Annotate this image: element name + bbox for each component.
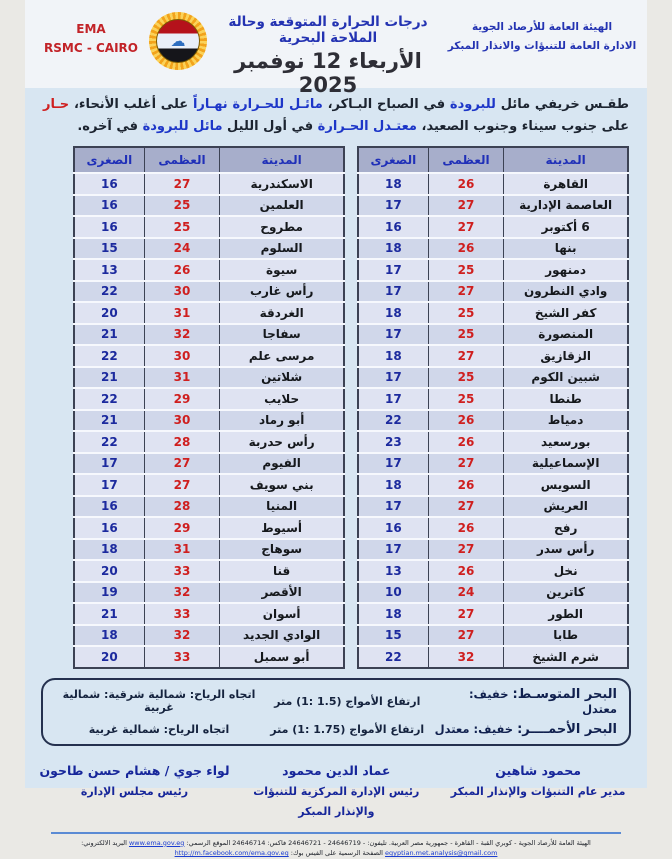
document-date: الأربعاء 12 نوفمبر 2025	[234, 49, 422, 97]
table-row	[358, 431, 628, 453]
min-cell: 15	[358, 625, 428, 647]
max-cell: 27	[428, 539, 504, 561]
city-cell: الاسكندرية	[220, 173, 344, 195]
intro-segment: مائـل للحـرارة نهـاراً	[188, 97, 323, 112]
max-cell: 28	[144, 496, 220, 518]
table-row	[358, 625, 628, 647]
city-cell: أسيوط	[220, 517, 344, 539]
max-cell: 26	[428, 238, 504, 260]
table-row	[358, 582, 628, 604]
max-cell: 27	[428, 195, 504, 217]
marine-conditions-box	[41, 678, 631, 746]
max-cell: 27	[144, 173, 220, 195]
signature-block	[25, 760, 647, 822]
table-row	[74, 173, 344, 195]
max-cell: 27	[428, 281, 504, 303]
egypt-flag-emblem-icon	[156, 19, 200, 63]
table-row	[74, 560, 344, 582]
min-cell: 17	[358, 324, 428, 346]
city-cell: شبين الكوم	[504, 367, 628, 389]
contact-text: الصفحة الرسمية على الفيس بوك:	[288, 849, 386, 858]
min-cell: 22	[74, 388, 144, 410]
max-cell: 27	[144, 474, 220, 496]
city-cell: الوادي الجديد	[220, 625, 344, 647]
min-cell: 22	[74, 281, 144, 303]
intro-segment: في آخره.	[77, 119, 139, 135]
min-cell: 17	[74, 474, 144, 496]
min-cell: 21	[74, 410, 144, 432]
city-cell: أسوان	[220, 603, 344, 625]
min-column-header: الصغرى	[74, 147, 144, 173]
contact-link[interactable]: www.ema.gov.eg	[128, 838, 185, 847]
table-row	[358, 345, 628, 367]
max-cell: 25	[428, 388, 504, 410]
min-cell: 20	[74, 560, 144, 582]
min-cell: 18	[358, 603, 428, 625]
mediterranean-sea-row	[55, 684, 617, 719]
table-row	[358, 646, 628, 668]
city-cell: رفح	[504, 517, 628, 539]
sea-state: خفيف: معتدل	[434, 721, 514, 736]
city-cell: المنيا	[220, 496, 344, 518]
city-cell: رأس حدربة	[220, 431, 344, 453]
max-cell: 25	[144, 195, 220, 217]
city-cell: الزقازيق	[504, 345, 628, 367]
red-sea-row	[55, 719, 617, 740]
min-cell: 18	[358, 173, 428, 195]
table-row	[74, 517, 344, 539]
title-block	[209, 14, 447, 97]
table-row	[358, 496, 628, 518]
wave-height-unit: متر	[270, 722, 289, 736]
table-row	[358, 195, 628, 217]
table-row	[74, 302, 344, 324]
ema-line2: RSMC - CAIRO	[44, 41, 138, 56]
wave-height	[263, 695, 432, 708]
max-cell: 31	[144, 539, 220, 561]
signer-name: لواء جوي / هشام حسن طاحون	[39, 762, 230, 778]
table-row	[74, 388, 344, 410]
table-row	[74, 603, 344, 625]
max-cell: 32	[144, 582, 220, 604]
min-cell: 17	[74, 453, 144, 475]
document-header	[25, 0, 647, 97]
min-cell: 18	[74, 539, 144, 561]
table-row	[74, 431, 344, 453]
temperature-tables	[25, 142, 647, 669]
max-column-header: العظمى	[144, 147, 220, 173]
city-cell: الفيوم	[220, 453, 344, 475]
max-cell: 24	[144, 238, 220, 260]
max-cell: 27	[428, 603, 504, 625]
max-cell: 25	[428, 302, 504, 324]
max-cell: 27	[428, 496, 504, 518]
city-cell: العاصمة الإدارية	[504, 195, 628, 217]
document-title: درجات الحرارة المتوقعة وحالة الملاحة البحرية	[228, 14, 428, 46]
city-cell: شلاتين	[220, 367, 344, 389]
table-row	[358, 216, 628, 238]
max-cell: 27	[428, 216, 504, 238]
city-cell: كفر الشيخ	[504, 302, 628, 324]
max-cell: 25	[428, 259, 504, 281]
max-cell: 30	[144, 345, 220, 367]
max-cell: 27	[428, 345, 504, 367]
min-cell: 20	[74, 302, 144, 324]
min-cell: 13	[74, 259, 144, 281]
max-cell: 26	[428, 560, 504, 582]
table-row	[358, 302, 628, 324]
org-line2: الادارة العامة للتنبؤات والانذار المبكر	[447, 39, 637, 52]
intro-segment: مائل للبرودة	[138, 119, 223, 135]
city-cell: العريش	[504, 496, 628, 518]
city-cell: نخل	[504, 560, 628, 582]
max-cell: 26	[428, 410, 504, 432]
contact-text: البريد الالكتروني:	[81, 838, 129, 847]
min-cell: 18	[358, 345, 428, 367]
table-row	[74, 238, 344, 260]
max-cell: 32	[428, 646, 504, 668]
min-cell: 17	[358, 496, 428, 518]
city-cell: بني سويف	[220, 474, 344, 496]
city-cell: بنها	[504, 238, 628, 260]
min-cell: 16	[358, 517, 428, 539]
min-cell: 23	[358, 431, 428, 453]
table-row	[358, 560, 628, 582]
min-cell: 16	[74, 216, 144, 238]
intro-segment: للبرودة	[445, 97, 496, 112]
city-cell: قنا	[220, 560, 344, 582]
max-cell: 33	[144, 646, 220, 668]
min-cell: 21	[74, 603, 144, 625]
max-cell: 25	[144, 216, 220, 238]
intro-segment: على أغلب الأنحاء،	[69, 97, 189, 112]
max-cell: 30	[144, 281, 220, 303]
min-cell: 17	[358, 453, 428, 475]
city-cell: الإسماعيلية	[504, 453, 628, 475]
table-row	[358, 474, 628, 496]
table-row	[358, 259, 628, 281]
intro-segment: طقـس خريفي مائل	[495, 97, 629, 112]
table-row	[74, 496, 344, 518]
signer-title: مدير عام التنبؤات والإنذار المبكر	[450, 785, 626, 799]
min-cell: 22	[74, 431, 144, 453]
max-cell: 30	[144, 410, 220, 432]
max-cell: 32	[144, 324, 220, 346]
max-cell: 32	[144, 625, 220, 647]
table-row	[358, 539, 628, 561]
table-row	[358, 324, 628, 346]
min-cell: 21	[74, 367, 144, 389]
city-cell: شرم الشيخ	[504, 646, 628, 668]
table-row	[74, 195, 344, 217]
table-row	[358, 173, 628, 195]
city-cell: دمنهور	[504, 259, 628, 281]
table-row	[74, 259, 344, 281]
table-row	[358, 281, 628, 303]
max-cell: 25	[428, 324, 504, 346]
city-cell: الأقصر	[220, 582, 344, 604]
city-cell: رأس سدر	[504, 539, 628, 561]
min-cell: 18	[358, 238, 428, 260]
max-cell: 26	[428, 173, 504, 195]
city-cell: المنصورة	[504, 324, 628, 346]
signature-central-admin-head	[235, 760, 437, 822]
min-cell: 16	[74, 496, 144, 518]
signer-name: عماد الدين محمود	[282, 762, 391, 778]
max-cell: 27	[428, 625, 504, 647]
min-cell: 19	[74, 582, 144, 604]
sea-name-and-state	[432, 687, 617, 716]
document-sheet	[25, 0, 647, 858]
city-cell: سفاجا	[220, 324, 344, 346]
min-cell: 16	[74, 195, 144, 217]
signature-board-chairman	[34, 760, 236, 822]
min-cell: 17	[358, 539, 428, 561]
min-cell: 17	[358, 259, 428, 281]
city-cell: أبو سمبل	[220, 646, 344, 668]
table-row	[358, 367, 628, 389]
city-cell: طنطا	[504, 388, 628, 410]
ema-sun-logo-icon	[149, 12, 207, 70]
max-cell: 26	[428, 517, 504, 539]
wave-height-range: (1: 1.75)	[292, 722, 346, 736]
table-row	[74, 625, 344, 647]
table-row	[74, 324, 344, 346]
max-cell: 26	[144, 259, 220, 281]
city-cell: دمياط	[504, 410, 628, 432]
ema-rsmc-label	[35, 20, 147, 58]
city-cell: بورسعيد	[504, 431, 628, 453]
min-cell: 15	[74, 238, 144, 260]
max-cell: 26	[428, 431, 504, 453]
city-cell: حلايب	[220, 388, 344, 410]
city-cell: السويس	[504, 474, 628, 496]
max-cell: 27	[428, 453, 504, 475]
city-column-header: المدينة	[504, 147, 628, 173]
max-cell: 31	[144, 367, 220, 389]
min-cell: 18	[358, 302, 428, 324]
intro-segment: حـار	[43, 97, 70, 112]
min-cell: 20	[74, 646, 144, 668]
table-row	[74, 410, 344, 432]
min-column-header: الصغرى	[358, 147, 428, 173]
table-row	[74, 582, 344, 604]
table-row	[358, 238, 628, 260]
contact-text: الهيئة العامة للأرصاد الجوية - كوبري القبة - القاهرة - جمهورية مصر العربية. تليفون: - 24646719 - 24646721 فاكس: 24646714 الموقع الرسمي:	[184, 838, 591, 847]
city-cell: رأس غارب	[220, 281, 344, 303]
table-row	[358, 517, 628, 539]
max-cell: 27	[144, 453, 220, 475]
wave-height-unit: متر	[274, 694, 293, 708]
min-cell: 13	[358, 560, 428, 582]
city-cell: مطروح	[220, 216, 344, 238]
table-header-row	[74, 147, 344, 173]
min-cell: 18	[358, 474, 428, 496]
city-cell: أبو رماد	[220, 410, 344, 432]
max-cell: 26	[428, 474, 504, 496]
min-cell: 17	[358, 195, 428, 217]
city-cell: سوهاج	[220, 539, 344, 561]
table-row	[74, 474, 344, 496]
sea-name: البحر الأحمــــر:	[517, 721, 617, 737]
table-header-row	[358, 147, 628, 173]
table-row	[74, 281, 344, 303]
contact-link[interactable]: egyptian.met.analysis@gmail.com	[385, 849, 498, 858]
min-cell: 17	[358, 281, 428, 303]
intro-paragraph	[25, 88, 647, 142]
city-cell: الغردقة	[220, 302, 344, 324]
city-cell: وادي النطرون	[504, 281, 628, 303]
wave-height	[263, 723, 432, 736]
city-cell: طابا	[504, 625, 628, 647]
min-cell: 18	[74, 625, 144, 647]
max-cell: 29	[144, 388, 220, 410]
min-cell: 22	[358, 410, 428, 432]
table-row	[358, 388, 628, 410]
organization-name	[447, 18, 637, 56]
max-cell: 33	[144, 603, 220, 625]
contact-link[interactable]: http://m.facebook.com/ema.gov.eg	[174, 849, 289, 858]
min-cell: 22	[74, 345, 144, 367]
wind-direction: اتجاه الرياح: شمالية غربية	[88, 722, 230, 736]
wave-height-range: (1: 1.5)	[296, 694, 342, 708]
city-cell: العلمين	[220, 195, 344, 217]
intro-segment: في الصباح البـاكر،	[322, 97, 446, 112]
wave-height-label: ارتفاع الأمواج	[345, 694, 421, 708]
max-cell: 24	[428, 582, 504, 604]
city-cell: القاهرة	[504, 173, 628, 195]
table-row	[74, 539, 344, 561]
city-cell: كاترين	[504, 582, 628, 604]
cloud-icon: ☁	[170, 31, 186, 50]
max-cell: 31	[144, 302, 220, 324]
table-row	[74, 367, 344, 389]
table-row	[74, 453, 344, 475]
intro-segment: على جنوب سيناء وجنوب الصعيد،	[417, 119, 629, 135]
org-line1: الهيئة العامة للأرصاد الجوية	[471, 21, 613, 33]
signer-title: رئيس الإدارة المركزية للتنبؤات والإنذار المبكر	[253, 785, 420, 818]
wave-height-label: ارتفاع الأمواج	[349, 722, 425, 736]
max-column-header: العظمى	[428, 147, 504, 173]
city-cell: 6 أكتوبر	[504, 216, 628, 238]
table-row	[358, 410, 628, 432]
sea-name-and-state	[432, 722, 617, 737]
sea-state: خفيف: معتدل	[468, 686, 617, 716]
min-cell: 16	[358, 216, 428, 238]
table-row	[358, 603, 628, 625]
max-cell: 33	[144, 560, 220, 582]
intro-segment: معتـدل الحـرارة	[313, 119, 417, 135]
table-row	[74, 345, 344, 367]
max-cell: 29	[144, 517, 220, 539]
min-cell: 10	[358, 582, 428, 604]
signature-forecast-director	[437, 760, 639, 822]
wind-direction: اتجاه الرياح: شمالية شرقية: شمالية غربية	[62, 688, 256, 715]
signer-name: محمود شاهين	[495, 762, 581, 778]
city-cell: الطور	[504, 603, 628, 625]
intro-segment: في أول الليل	[222, 119, 314, 135]
sea-name: البحر المتوسـط:	[512, 686, 617, 702]
city-column-header: المدينة	[220, 147, 344, 173]
max-cell: 28	[144, 431, 220, 453]
signer-title: رئيس مجلس الإدارة	[80, 785, 189, 799]
min-cell: 17	[358, 367, 428, 389]
max-cell: 25	[428, 367, 504, 389]
table-row	[74, 216, 344, 238]
temperature-table-left	[73, 146, 345, 669]
ema-line1: EMA	[76, 22, 106, 36]
min-cell: 16	[74, 173, 144, 195]
min-cell: 17	[358, 388, 428, 410]
temperature-table-right	[357, 146, 629, 669]
city-cell: سيوة	[220, 259, 344, 281]
min-cell: 16	[74, 517, 144, 539]
contact-line	[25, 838, 647, 859]
table-row	[358, 453, 628, 475]
min-cell: 22	[358, 646, 428, 668]
city-cell: السلوم	[220, 238, 344, 260]
table-row	[74, 646, 344, 668]
footer-divider	[51, 832, 621, 834]
city-cell: مرسى علم	[220, 345, 344, 367]
min-cell: 21	[74, 324, 144, 346]
